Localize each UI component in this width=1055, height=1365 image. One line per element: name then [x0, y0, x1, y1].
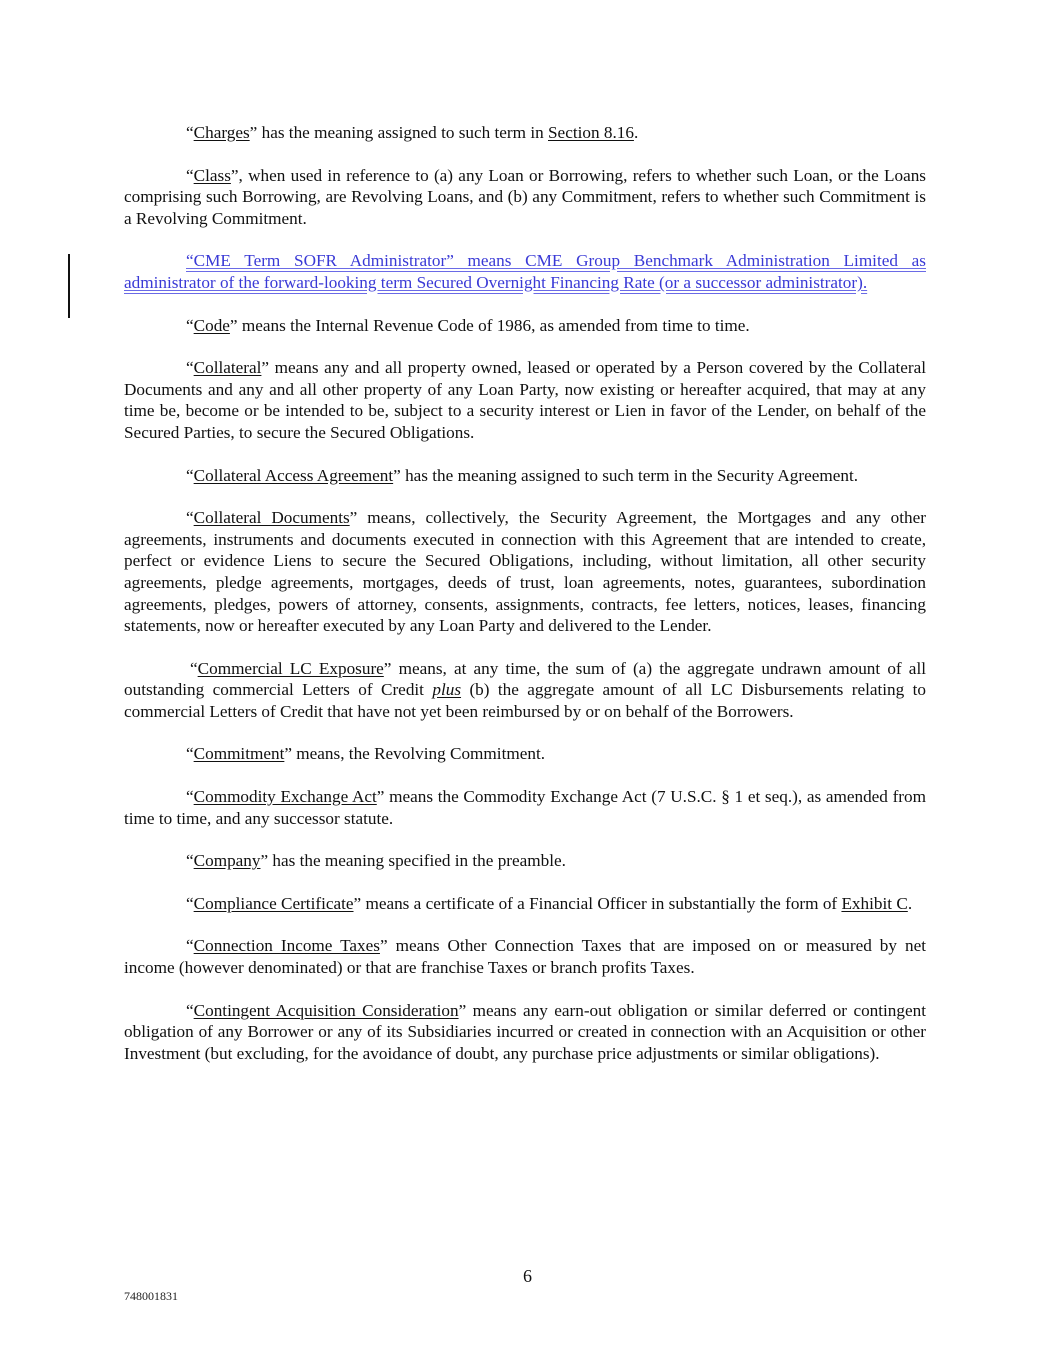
close-quote: ” [261, 358, 270, 378]
definition-code [124, 315, 926, 337]
section-reference: Section 8.16 [548, 123, 634, 142]
defined-term: Charges [193, 123, 250, 142]
defined-term: Compliance Certificate [193, 893, 354, 913]
open-quote: “ [186, 508, 194, 528]
definition-collateral-access-agreement [124, 465, 926, 487]
close-quote: ” [383, 658, 392, 678]
defined-term: Code [193, 315, 230, 335]
defined-term: Commodity Exchange Act [193, 787, 377, 807]
defined-term: Company [193, 851, 261, 871]
definition-compliance-certificate [124, 893, 926, 915]
defined-term: Collateral Access Agreement [193, 465, 394, 485]
page-number: 6 [523, 1266, 532, 1286]
open-quote: “ [186, 315, 194, 335]
definition-text: (b) the aggregate amount of all LC Disbursements relating to commercial Letters of Credit that have not yet been reimbursed by or on behalf of the Borrowers. [124, 680, 926, 721]
open-quote: “ [186, 744, 194, 764]
open-quote: “ [186, 851, 194, 871]
definition-text: has the meaning specified in the preamble. [268, 851, 566, 871]
change-bar [68, 254, 70, 318]
definition-connection-income-taxes [124, 935, 926, 978]
exhibit-reference: Exhibit C [841, 893, 908, 913]
inserted-text: “CME Term SOFR Administrator” means CME Group Benchmark Administration Limited as administrator of the forward-looking term Secured Overnight Financing Rate (or a successor administrator). [124, 251, 926, 292]
open-quote: “ [186, 936, 194, 956]
open-quote: “ [190, 658, 198, 678]
close-quote: ” [260, 851, 269, 871]
definition-text: , when used in reference to (a) any Loan or Borrowing, refers to whether such Loan, or the Loans comprising such Borrowing, are Revolving Loans, and (b) any Commitment, refers to whether such Commitment is a Revolving Commitment. [124, 165, 926, 228]
open-quote: “ [186, 787, 194, 807]
open-quote: “ [186, 893, 194, 913]
open-quote: “ [186, 165, 194, 185]
definition-text: . [907, 893, 913, 913]
definition-contingent-acquisition-consideration [124, 1000, 926, 1065]
definition-company [124, 850, 926, 872]
close-quote: ” [249, 123, 258, 142]
close-quote: ” [230, 165, 239, 185]
close-quote: ” [353, 893, 362, 913]
close-quote: ” [284, 744, 292, 764]
italic-term: plus [432, 680, 462, 700]
defined-term: Collateral [193, 358, 262, 378]
close-quote: ” [458, 1000, 467, 1020]
definition-text: means any and all property owned, leased or operated by a Person covered by the Collateral Documents and any and all other property of any Loan Party, now existing or hereafter acquired, that may at any time be, become or be intended to be, subject to a security interest or Lien in favor of the Lender, on behalf of the Secured Parties, to secure the Secured Obligations. [124, 358, 926, 442]
definition-collateral-documents [124, 507, 926, 637]
open-quote: “ [186, 1000, 194, 1020]
document-id: 748001831 [124, 1289, 178, 1303]
defined-term: Connection Income Taxes [193, 936, 380, 956]
definition-commercial-lc-exposure [124, 658, 926, 723]
close-quote: ” [229, 315, 238, 335]
definition-charges [124, 122, 926, 144]
definition-commitment [124, 743, 926, 765]
document-page [124, 122, 926, 1085]
open-quote: “ [186, 123, 194, 142]
defined-term: Class [193, 165, 231, 185]
definition-cme-term-sofr-administrator-inserted [124, 250, 926, 293]
definition-text: means any earn-out obligation or similar deferred or contingent obligation of any Borrower or any of its Subsidiaries incurred or created in connection with an Acquisition or other Investment (but excluding, for the avoidance of doubt, any purchase price adjustments or similar obligations). [124, 1000, 926, 1063]
definition-text: has the meaning assigned to such term in [257, 123, 548, 142]
close-quote: ” [376, 787, 385, 807]
definition-text: means Other Connection Taxes that are imposed on or measured by net income (however denominated) or that are franchise Taxes or branch profits Taxes. [124, 936, 926, 978]
definition-text: has the meaning assigned to such term in the Security Agreement. [400, 465, 859, 485]
open-quote: “ [186, 465, 194, 485]
definition-text: means, collectively, the Security Agreement, the Mortgages and any other agreements, instruments and documents executed in connection with this Agreement that are intended to create, perfect or evidence Liens to secure the Secured Obligations, including, without limitation, all other security agreements, pledge agreements, mortgages, deeds of trust, loan agreements, notes, guarantees, subordination agreements, pledges, powers of attorney, consents, assignments, contracts, fee letters, notices, leases, financing statements, now or hereafter executed by any Loan Party and delivered to the Lender. [124, 508, 926, 636]
close-quote: ” [379, 936, 388, 956]
defined-term: Contingent Acquisition Consideration [193, 1000, 459, 1020]
open-quote: “ [186, 358, 194, 378]
definition-collateral [124, 357, 926, 443]
close-quote: ” [393, 465, 401, 485]
definition-text: means, the Revolving Commitment. [292, 744, 546, 764]
close-quote: ” [349, 508, 358, 528]
definition-text: means, at any time, the sum of (a) the aggregate undrawn amount of all outstanding commercial Letters of Credit [124, 658, 926, 700]
definition-text: means the Internal Revenue Code of 1986, as amended from time to time. [237, 315, 750, 335]
definition-class [124, 165, 926, 230]
definition-text: . [633, 123, 639, 142]
defined-term: Commitment [193, 744, 285, 764]
definition-commodity-exchange-act [124, 786, 926, 829]
defined-term: Collateral Documents [193, 508, 350, 528]
definition-text: means the Commodity Exchange Act (7 U.S.C. § 1 et seq.), as amended from time to time, and any successor statute. [124, 787, 926, 828]
definition-text: means a certificate of a Financial Officer in substantially the form of [361, 893, 842, 913]
defined-term: Commercial LC Exposure [197, 658, 384, 678]
